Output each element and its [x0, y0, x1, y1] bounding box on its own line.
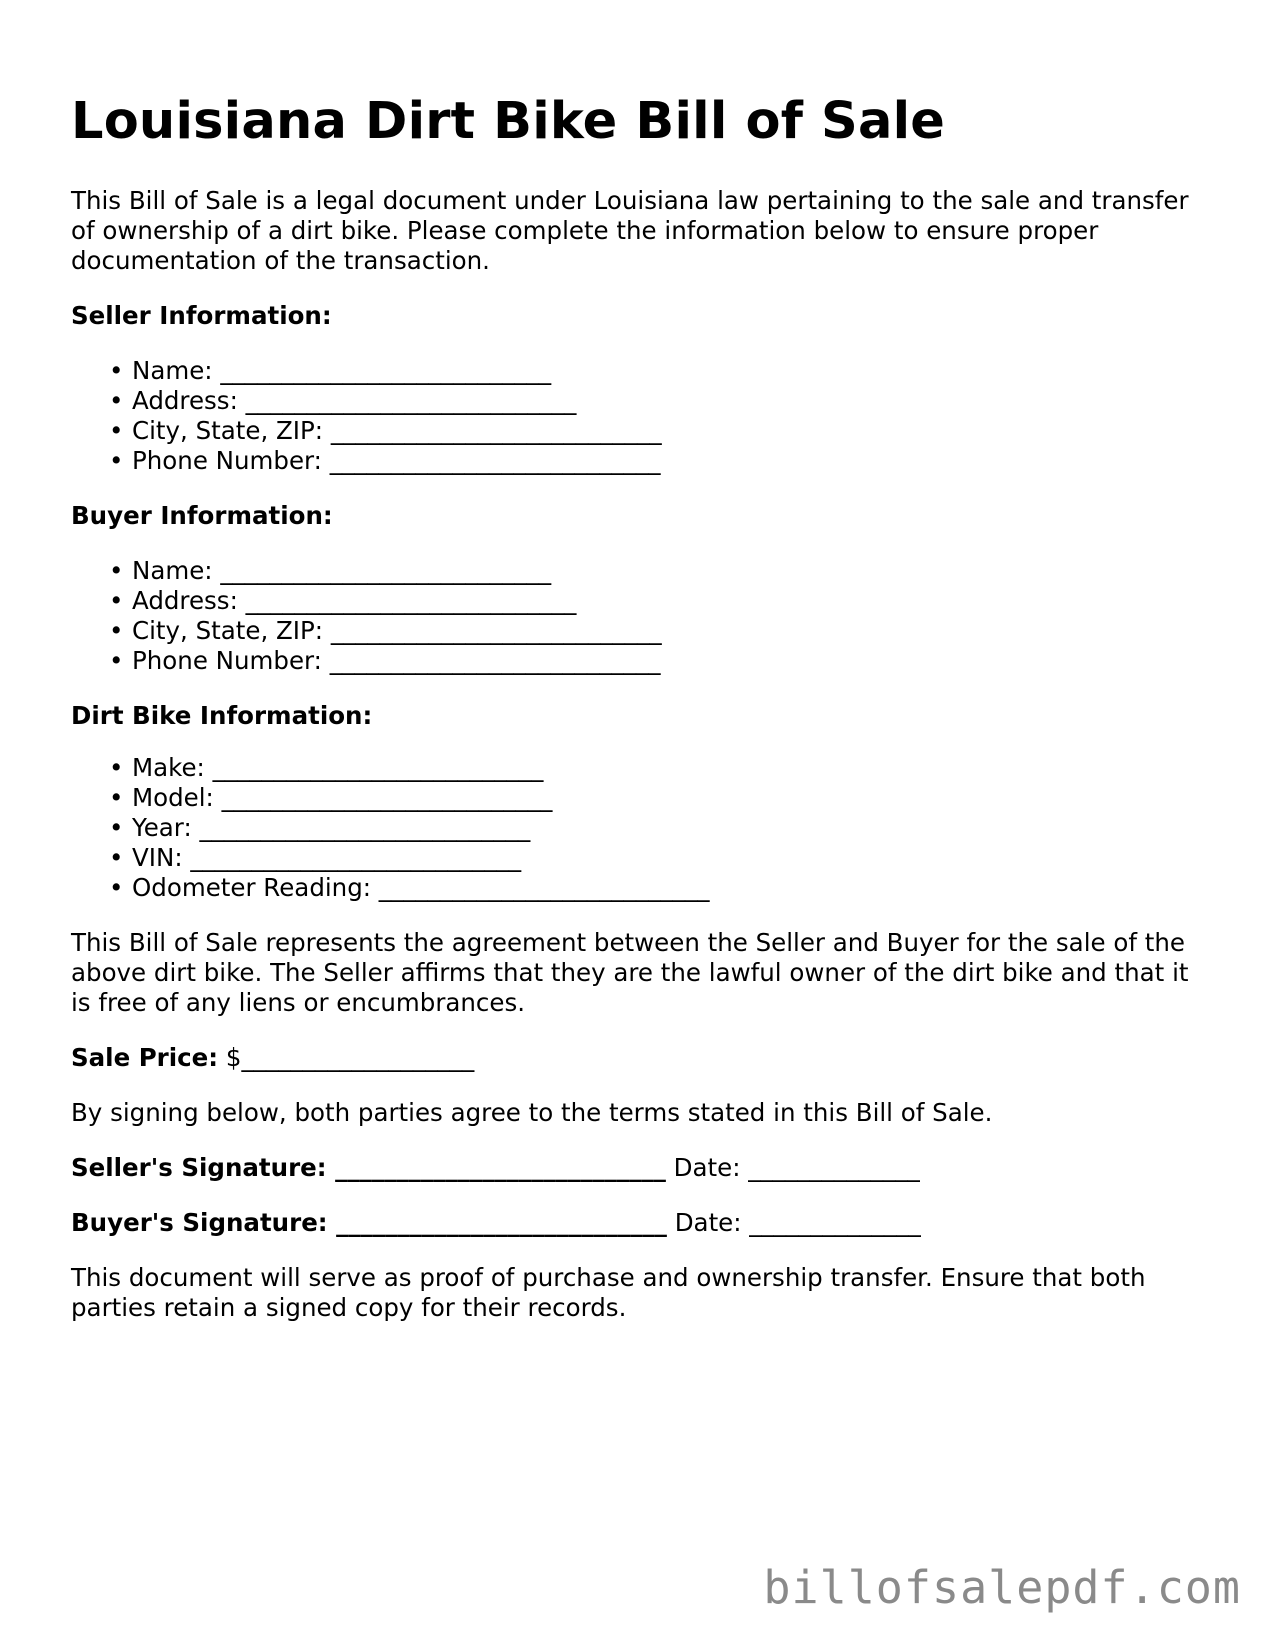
list-item: • Make: ___________________________: [109, 753, 544, 782]
buyer-phone-field[interactable]: Phone Number: ___________________________: [132, 646, 661, 675]
sale-price-line: [71, 1043, 1211, 1073]
buyer-signature-field[interactable]: Buyer's Signature: ___________________________: [71, 1208, 667, 1237]
signing-note: By signing below, both parties agree to the terms stated in this Bill of Sale.: [71, 1098, 993, 1127]
list-item: • Model: ___________________________: [109, 783, 553, 812]
seller-signature-line: [71, 1153, 1211, 1183]
buyer-heading: Buyer Information:: [71, 501, 333, 530]
bike-vin-field[interactable]: VIN: ___________________________: [132, 843, 522, 872]
bike-make-field[interactable]: Make: ___________________________: [132, 753, 544, 782]
seller-date-field[interactable]: Date: ______________: [673, 1153, 920, 1182]
list-item: • VIN: ___________________________: [109, 843, 522, 872]
list-item: • Address: ___________________________: [109, 386, 577, 415]
bike-model-field[interactable]: Model: ___________________________: [132, 783, 553, 812]
bike-heading: Dirt Bike Information:: [71, 701, 373, 730]
seller-phone-field[interactable]: Phone Number: ___________________________: [132, 446, 661, 475]
buyer-city-state-zip-field[interactable]: City, State, ZIP: ___________________________: [132, 616, 662, 645]
seller-heading: Seller Information:: [71, 301, 332, 330]
bike-odometer-field[interactable]: Odometer Reading: ___________________________: [132, 873, 710, 902]
document-page: [71, 0, 1211, 1323]
buyer-signature-line: [71, 1208, 1211, 1238]
sale-price-field[interactable]: $___________________: [225, 1043, 475, 1072]
bike-fields-list: [71, 753, 1211, 903]
seller-signature-field[interactable]: Seller's Signature: ___________________________: [71, 1153, 666, 1182]
list-item: • Phone Number: ___________________________: [109, 646, 661, 675]
intro-paragraph: This Bill of Sale is a legal document under Louisiana law pertaining to the sale and transfer of ownership of a dirt bike. Please complete the information below to ensure proper documentation of the transaction.: [71, 186, 1189, 275]
bike-year-field[interactable]: Year: ___________________________: [132, 813, 531, 842]
watermark: billofsalepdf.com: [763, 1561, 1241, 1614]
sale-price-label: Sale Price:: [71, 1043, 219, 1072]
list-item: • Year: ___________________________: [109, 813, 531, 842]
list-item: • Odometer Reading: ___________________________: [109, 873, 710, 902]
seller-city-state-zip-field[interactable]: City, State, ZIP: ___________________________: [132, 416, 662, 445]
list-item: • Phone Number: ___________________________: [109, 446, 661, 475]
buyer-date-field[interactable]: Date: ______________: [674, 1208, 921, 1237]
list-item: • City, State, ZIP: ___________________________: [109, 616, 662, 645]
document-title: Louisiana Dirt Bike Bill of Sale: [71, 92, 946, 151]
buyer-fields-list: [71, 556, 1211, 676]
buyer-name-field[interactable]: Name: ___________________________: [132, 556, 552, 585]
agreement-paragraph: This Bill of Sale represents the agreement between the Seller and Buyer for the sale of the above dirt bike. The Seller affirms that they are the lawful owner of the dirt bike and that it is free of any liens or encumbrances.: [71, 928, 1189, 1017]
buyer-address-field[interactable]: Address: ___________________________: [132, 586, 577, 615]
seller-fields-list: [71, 356, 1211, 476]
list-item: • City, State, ZIP: ___________________________: [109, 416, 662, 445]
seller-address-field[interactable]: Address: ___________________________: [132, 386, 577, 415]
list-item: • Address: ___________________________: [109, 586, 577, 615]
list-item: • Name: ___________________________: [109, 356, 552, 385]
seller-name-field[interactable]: Name: ___________________________: [132, 356, 552, 385]
list-item: • Name: ___________________________: [109, 556, 552, 585]
closing-paragraph: This document will serve as proof of purchase and ownership transfer. Ensure that both parties retain a signed copy for their records.: [71, 1263, 1146, 1322]
